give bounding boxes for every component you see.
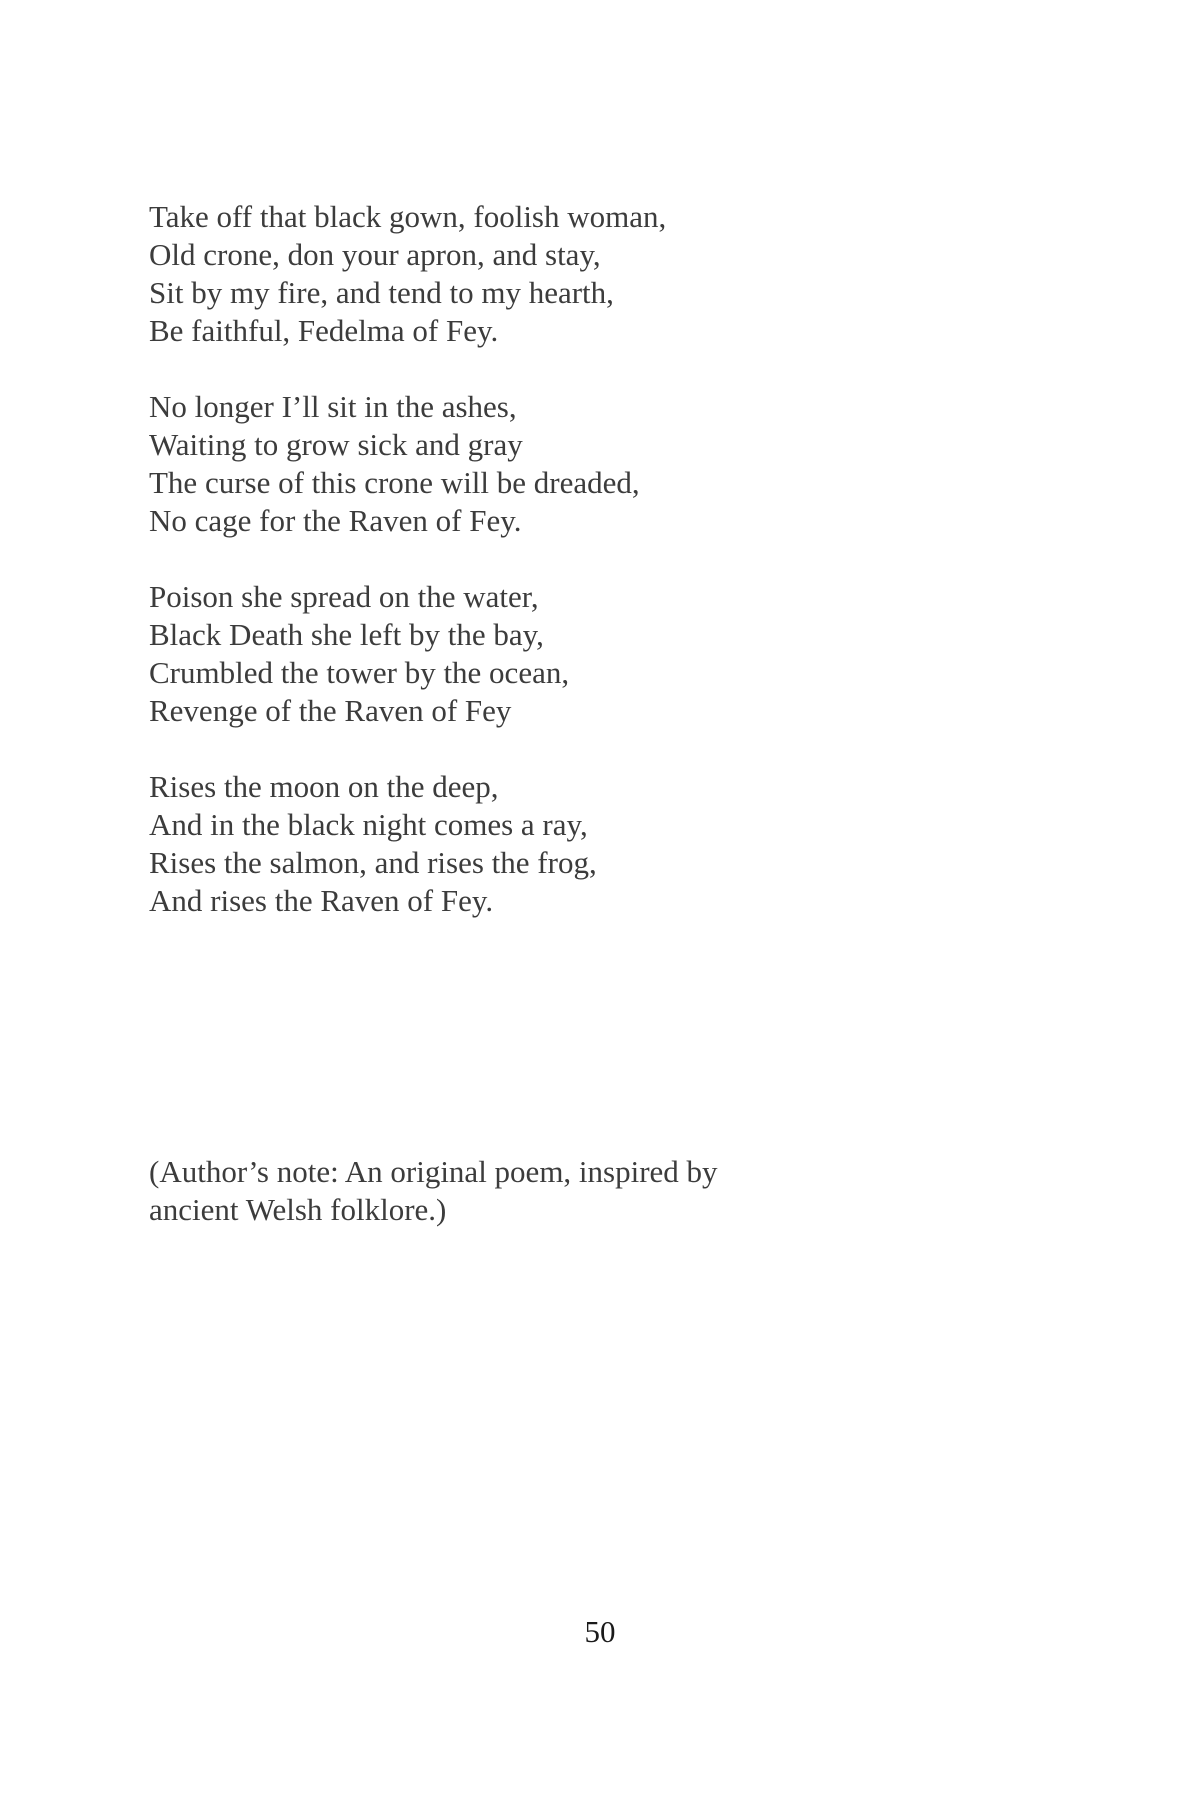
- poem-line: And in the black night comes a ray,: [149, 807, 588, 842]
- poem-line: The curse of this crone will be dreaded,: [149, 465, 640, 500]
- poem-line: Rises the salmon, and rises the frog,: [149, 845, 597, 880]
- poem-line: Revenge of the Raven of Fey: [149, 693, 512, 728]
- stanza-2: [149, 388, 1049, 540]
- stanza-1: [149, 198, 1049, 350]
- poem-line: Take off that black gown, foolish woman,: [149, 199, 667, 234]
- poem-line: Poison she spread on the water,: [149, 579, 539, 614]
- stanza-3: [149, 578, 1049, 730]
- page-number: 50: [584, 1614, 616, 1649]
- authors-note-line: (Author’s note: An original poem, inspired by: [149, 1154, 718, 1189]
- poem: [149, 198, 1049, 958]
- stanza-4: [149, 768, 1049, 920]
- poem-line: Old crone, don your apron, and stay,: [149, 237, 601, 272]
- poem-line: Crumbled the tower by the ocean,: [149, 655, 570, 690]
- poem-line: Sit by my fire, and tend to my hearth,: [149, 275, 614, 310]
- poem-line: Black Death she left by the bay,: [149, 617, 544, 652]
- poem-line: No cage for the Raven of Fey.: [149, 503, 522, 538]
- poem-line: And rises the Raven of Fey.: [149, 883, 494, 918]
- poem-line: No longer I’ll sit in the ashes,: [149, 389, 517, 424]
- poem-line: Rises the moon on the deep,: [149, 769, 499, 804]
- authors-note: [149, 1153, 849, 1229]
- authors-note-line: ancient Welsh folklore.): [149, 1192, 447, 1227]
- poem-line: Be faithful, Fedelma of Fey.: [149, 313, 499, 348]
- poem-line: Waiting to grow sick and gray: [149, 427, 523, 462]
